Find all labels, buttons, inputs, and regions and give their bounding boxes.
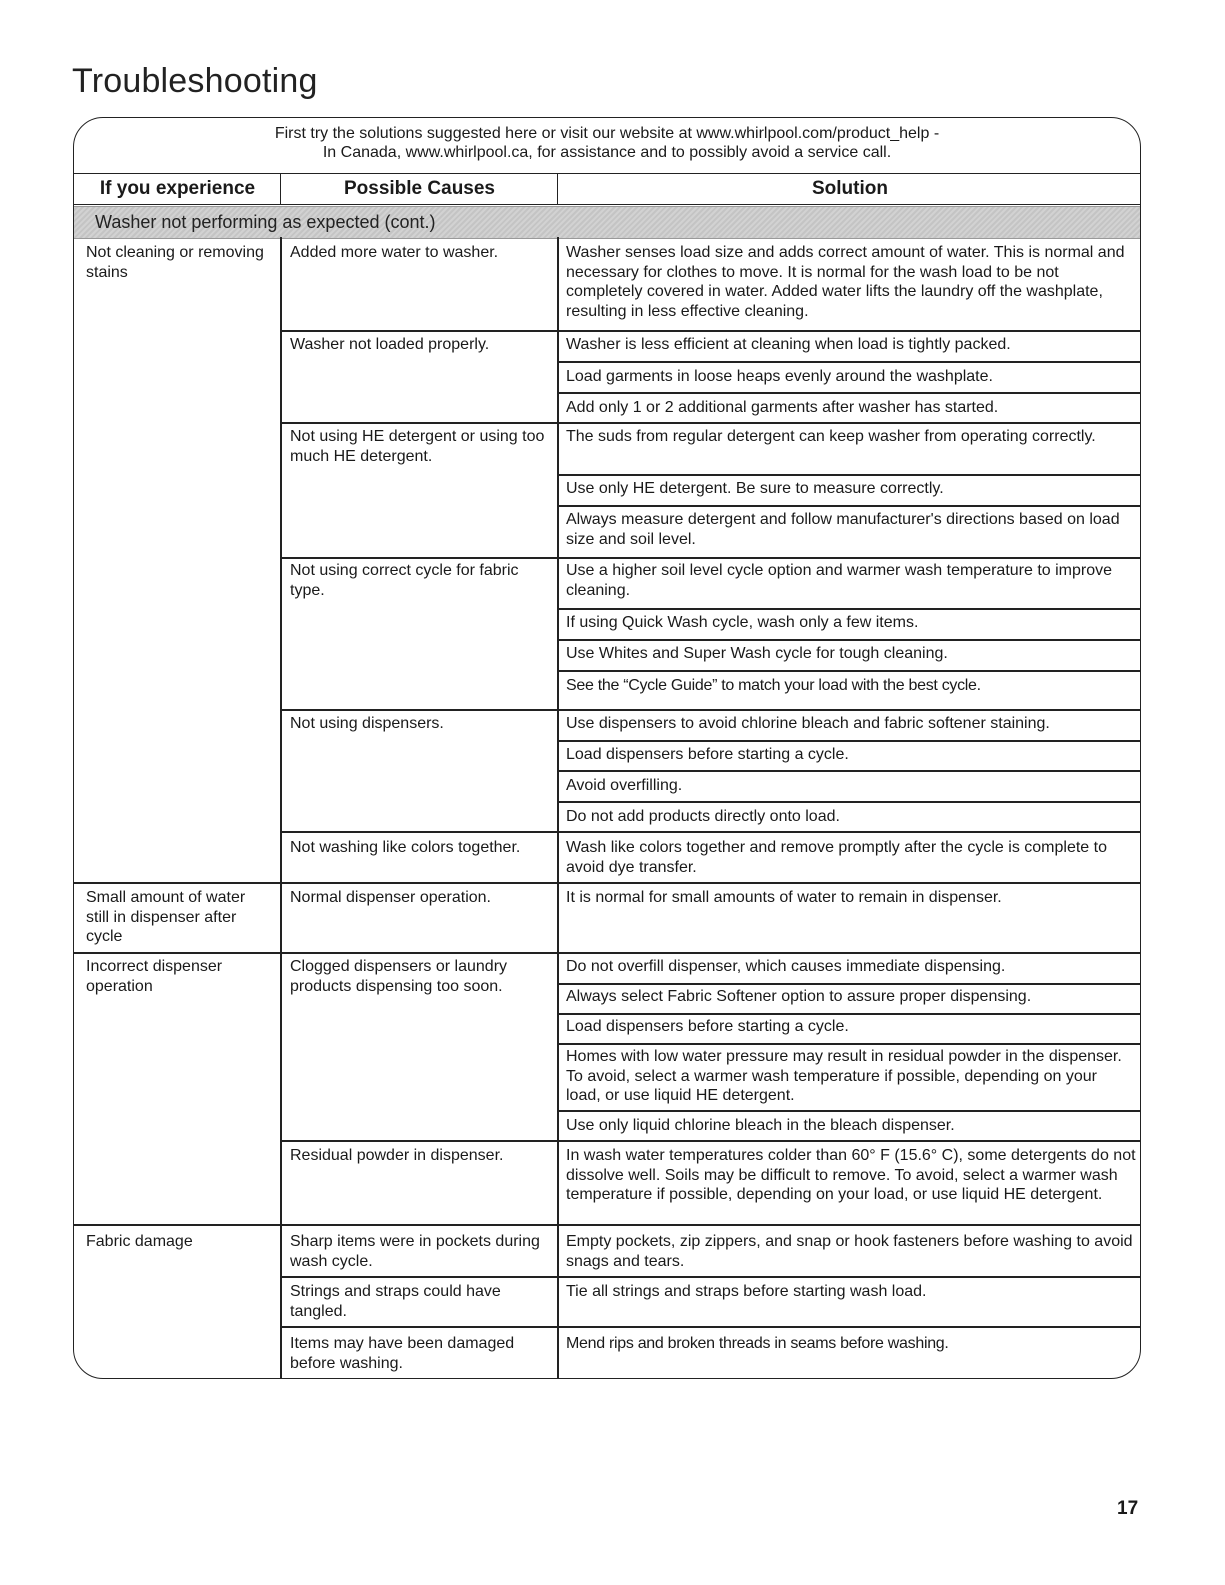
solution-cell: Avoid overfilling.: [566, 777, 683, 794]
row-divider: [74, 952, 1141, 954]
cause-cell: Sharp items were in pockets during wash cycle.: [290, 1233, 540, 1270]
row-divider: [280, 709, 1141, 711]
header-if-you-experience: If you experience: [73, 173, 282, 205]
solution-cell: See the “Cycle Guide” to match your load with the best cycle.: [566, 677, 981, 694]
page-title: Troubleshooting: [72, 62, 318, 100]
solution-cell: Tie all strings and straps before starting wash load.: [566, 1283, 927, 1300]
solution-cell: Load dispensers before starting a cycle.: [566, 746, 849, 763]
row-divider: [280, 557, 1141, 559]
cause-cell: Washer not loaded properly.: [290, 336, 490, 353]
problem-cell: Small amount of water still in dispenser after cycle: [86, 889, 246, 945]
cause-cell: Not using dispensers.: [290, 715, 444, 732]
solution-cell: The suds from regular detergent can keep washer from operating correctly.: [566, 428, 1096, 445]
cause-cell: Normal dispenser operation.: [290, 889, 491, 906]
cause-cell: Residual powder in dispenser.: [290, 1147, 504, 1164]
row-divider: [557, 474, 1141, 476]
cause-cell: Clogged dispensers or laundry products dispensing too soon.: [290, 958, 508, 995]
problem-cell: Fabric damage: [86, 1233, 193, 1250]
intro-line-1: First try the solutions suggested here or visit our website at www.whirlpool.com/product_help -: [274, 125, 940, 142]
row-divider: [280, 330, 1141, 332]
solution-cell: Do not add products directly onto load.: [566, 808, 840, 825]
solution-cell: Use only liquid chlorine bleach in the bleach dispenser.: [566, 1117, 955, 1134]
row-divider: [557, 983, 1141, 985]
solution-cell: Do not overfill dispenser, which causes immediate dispensing.: [566, 958, 1006, 975]
solution-cell: Always measure detergent and follow manufacturer's directions based on load size and soil level.: [566, 511, 1120, 548]
solution-cell: Use a higher soil level cycle option and warmer wash temperature to improve cleaning.: [566, 562, 1113, 599]
row-divider: [74, 1224, 1141, 1226]
problem-cell: Not cleaning or removing stains: [86, 244, 264, 281]
troubleshooting-table: [73, 117, 1141, 1379]
header-solution: Solution: [557, 173, 1141, 205]
solution-cell: Add only 1 or 2 additional garments after washer has started.: [566, 399, 999, 416]
row-divider: [557, 505, 1141, 507]
solution-cell: Wash like colors together and remove promptly after the cycle is complete to avoid dye transfer.: [566, 839, 1107, 876]
solution-cell: Empty pockets, zip zippers, and snap or hook fasteners before washing to avoid snags and tears.: [566, 1233, 1133, 1270]
row-divider: [280, 1276, 1141, 1278]
solution-cell: Mend rips and broken threads in seams before washing.: [566, 1335, 949, 1352]
row-divider: [280, 422, 1141, 424]
row-divider: [557, 670, 1141, 672]
solution-cell: Homes with low water pressure may result in residual powder in the dispenser. To avoid, select a warmer wash temperature if possible, depending on your load, or use liquid HE detergent.: [566, 1048, 1122, 1104]
solution-cell: If using Quick Wash cycle, wash only a few items.: [566, 614, 919, 631]
solution-cell: Always select Fabric Softener option to assure proper dispensing.: [566, 988, 1032, 1005]
section-band: [73, 206, 1141, 239]
section-title: Washer not performing as expected (cont.): [95, 212, 436, 232]
row-divider: [557, 1013, 1141, 1015]
row-divider: [557, 1043, 1141, 1045]
solution-cell: Use only HE detergent. Be sure to measure correctly.: [566, 480, 944, 497]
row-divider: [557, 392, 1141, 394]
cause-cell: Added more water to washer.: [290, 244, 499, 261]
solution-cell: In wash water temperatures colder than 60° F (15.6° C), some detergents do not dissolve well. Soils may be difficult to remove. To avoid, select a warmer wash temperature if possible, depending on your load, or use liquid HE detergent.: [566, 1147, 1136, 1203]
solution-cell: Use Whites and Super Wash cycle for tough cleaning.: [566, 645, 948, 662]
solution-cell: Washer is less efficient at cleaning when load is tightly packed.: [566, 336, 1011, 353]
intro-line-2: In Canada, www.whirlpool.ca, for assistance and to possibly avoid a service call.: [322, 144, 892, 161]
page-number: 17: [1117, 1498, 1139, 1519]
solution-cell: Load dispensers before starting a cycle.: [566, 1018, 849, 1035]
column-divider: [557, 237, 559, 1379]
row-divider: [557, 740, 1141, 742]
row-divider: [74, 882, 1141, 884]
row-divider: [557, 770, 1141, 772]
solution-cell: Washer senses load size and adds correct amount of water. This is normal and necessary for clothes to move. It is normal for the wash load to be not completely covered in water. Added water lifts the laundry off the washplate, resulting in less effective cleaning.: [566, 244, 1125, 320]
solution-cell: Load garments in loose heaps evenly around the washplate.: [566, 368, 993, 385]
cause-cell: Not using HE detergent or using too much HE detergent.: [290, 428, 545, 465]
cause-cell: Not washing like colors together.: [290, 839, 521, 856]
row-divider: [557, 639, 1141, 641]
column-divider: [280, 237, 282, 1379]
row-divider: [557, 1110, 1141, 1112]
cause-cell: Not using correct cycle for fabric type.: [290, 562, 519, 599]
header-possible-causes: Possible Causes: [280, 173, 559, 205]
row-divider: [557, 801, 1141, 803]
intro-text: [74, 124, 1140, 162]
row-divider: [557, 361, 1141, 363]
solution-cell: Use dispensers to avoid chlorine bleach and fabric softener staining.: [566, 715, 1050, 732]
row-divider: [280, 1326, 1141, 1328]
problem-cell: Incorrect dispenser operation: [86, 958, 223, 995]
row-divider: [280, 1140, 1141, 1142]
cause-cell: Items may have been damaged before washing.: [290, 1335, 515, 1372]
row-divider: [280, 831, 1141, 833]
solution-cell: It is normal for small amounts of water to remain in dispenser.: [566, 889, 1002, 906]
row-divider: [557, 608, 1141, 610]
cause-cell: Strings and straps could have tangled.: [290, 1283, 501, 1320]
